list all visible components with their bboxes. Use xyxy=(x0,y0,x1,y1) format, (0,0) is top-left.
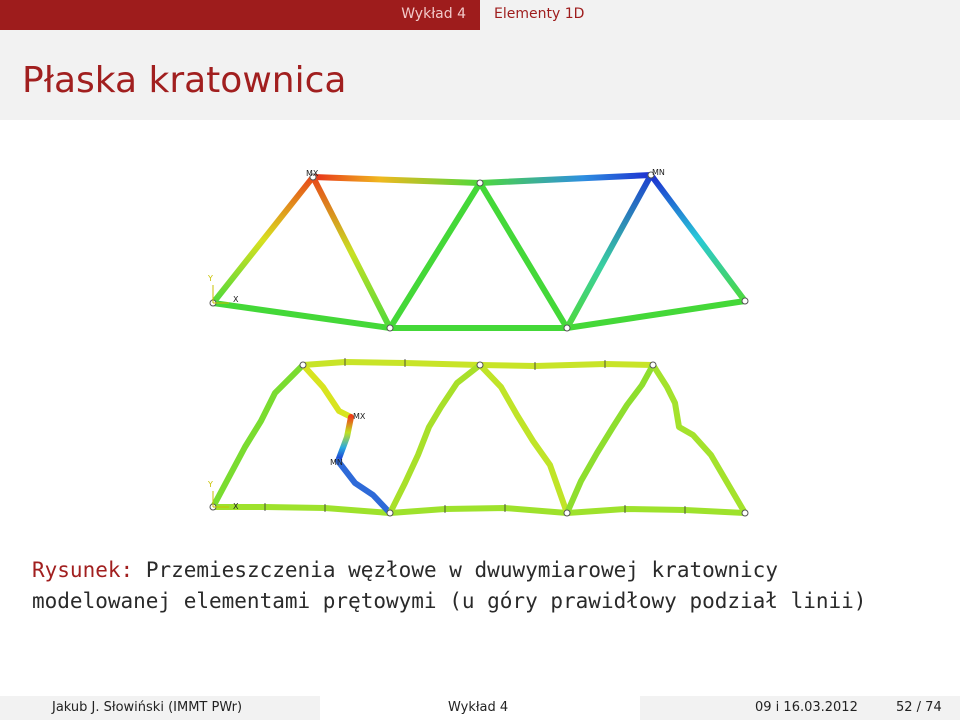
footer-date-cell xyxy=(640,696,960,720)
caption-label: Rysunek: xyxy=(32,558,134,582)
upper-mn-label: MN xyxy=(652,168,665,177)
slide-title: Płaska kratownica xyxy=(22,60,347,101)
upper-x-axis-label: X xyxy=(233,295,239,304)
footer-author: Jakub J. Słowiński (IMMT PWr) xyxy=(52,700,243,715)
lower-truss-ticks xyxy=(265,358,685,514)
axis-triads xyxy=(213,285,229,507)
lower-y-axis-label: Y xyxy=(208,480,213,489)
upper-y-axis-label: Y xyxy=(208,274,213,283)
footer-lecture-cell xyxy=(320,696,640,720)
lower-x-axis-label: X xyxy=(233,502,239,511)
upper-truss xyxy=(213,175,745,328)
upper-mx-label: MX xyxy=(306,169,319,178)
footer-date: 09 i 16.03.2012 xyxy=(755,700,858,715)
nav-subsection-right xyxy=(480,0,960,30)
slide-title-bar xyxy=(0,30,960,120)
nav-subsection-title[interactable]: Elementy 1D xyxy=(494,6,585,22)
footer-page-number: 52 / 74 xyxy=(896,700,942,715)
truss-displacement-figure xyxy=(205,165,760,525)
figure-caption xyxy=(32,555,932,617)
caption-line-1: Przemieszczenia węzłowe w dwuwymiarowej kratownicy xyxy=(145,558,778,582)
footer-bar xyxy=(0,696,960,720)
footer-lecture: Wykład 4 xyxy=(448,700,509,715)
lower-mn-label: MN xyxy=(330,458,343,467)
lower-mx-label: MX xyxy=(353,412,366,421)
nav-section-left xyxy=(0,0,480,30)
lower-truss xyxy=(213,362,745,513)
caption-line-2: modelowanej elementami prętowymi (u góry prawidłowy podział linii) xyxy=(32,589,867,613)
footer-author-cell xyxy=(0,696,320,720)
nav-section-title[interactable]: Wykład 4 xyxy=(401,6,466,22)
top-navigation-bar xyxy=(0,0,960,30)
